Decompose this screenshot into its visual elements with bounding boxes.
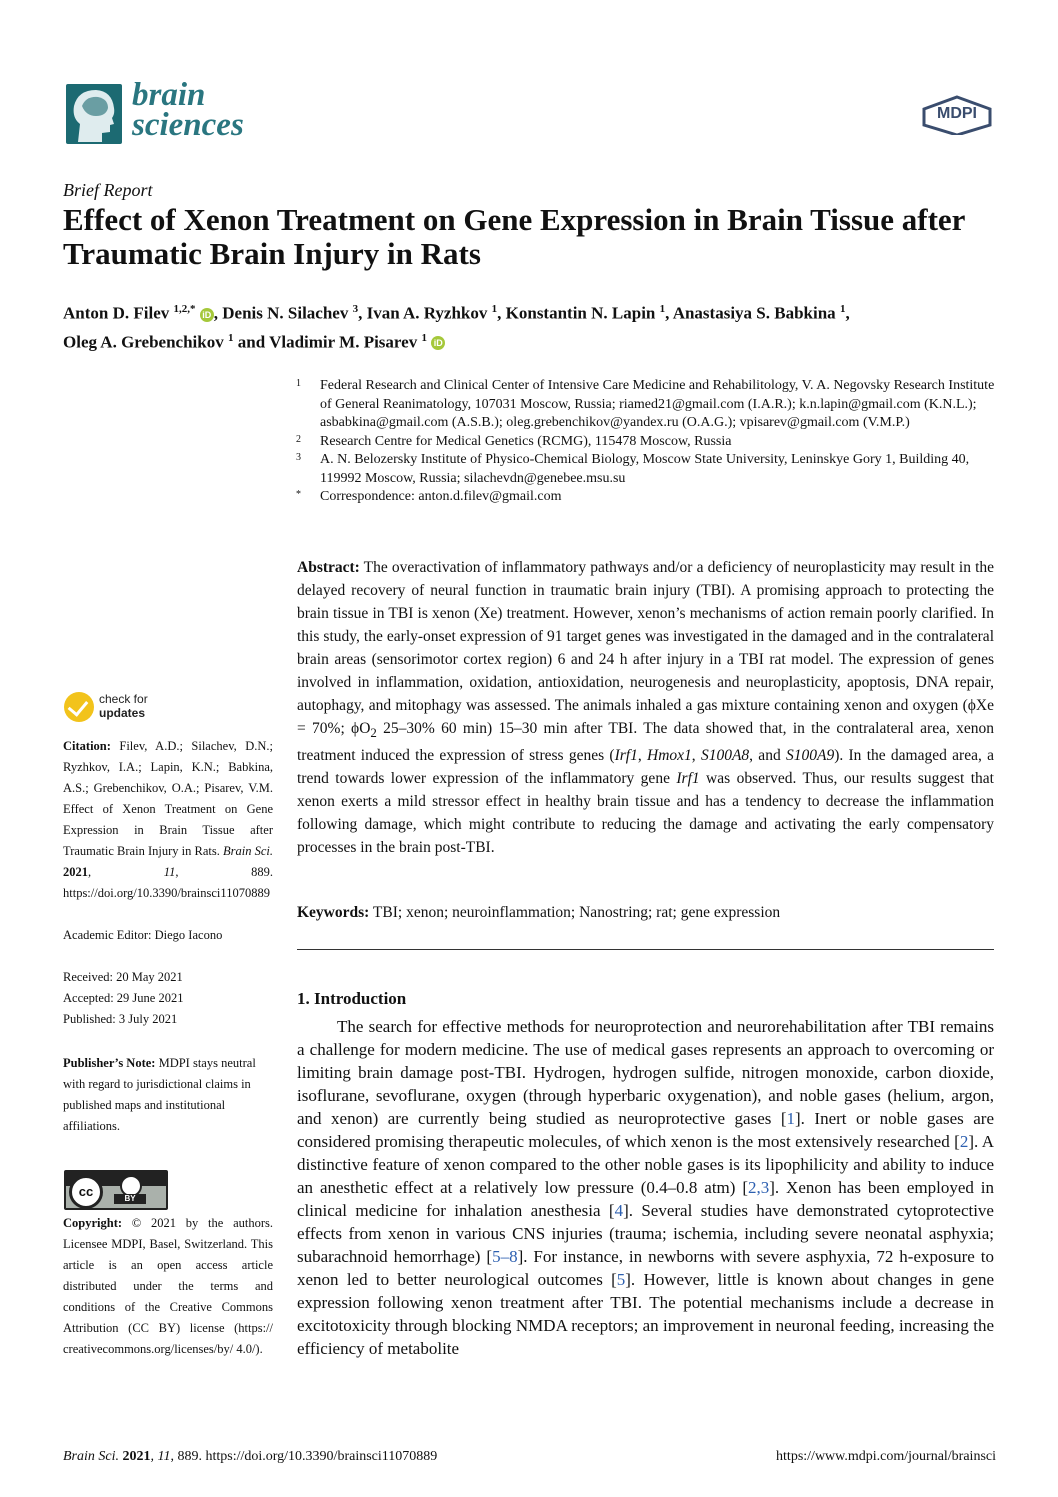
journal-name — [132, 77, 244, 143]
publishers-note: Publisher’s Note: MDPI stays neutral with regard to jurisdictional claims in published maps and institutional affiliations. — [63, 1056, 256, 1133]
cc-icon: cc — [69, 1175, 103, 1209]
affiliation-item: 2 Research Centre for Medical Genetics (RCMG), 115478 Moscow, Russia — [296, 433, 732, 449]
footer-citation: Brain Sci. 2021, 11, 889. https://doi.org/10.3390/brainsci11070889 — [63, 1449, 438, 1464]
keywords: Keywords: TBI; xenon; neuroinflammation; Nanostring; rat; gene expression — [297, 904, 781, 921]
citation-link[interactable]: 2 — [959, 1132, 969, 1151]
author-affil: 1 — [421, 331, 427, 344]
accepted-date: Accepted: 29 June 2021 — [63, 991, 184, 1005]
citation-block: Citation: Filev, A.D.; Silachev, D.N.; Ryzhkov, I.A.; Lapin, K.N.; Babkina, A.S.; Grebenchikov, O.A.; Pisarev, V.M. Effect of Xenon Treatment on Gene Expression in Brain Tissue after Traumatic Brain Injury in Rats. Brain Sci. 2021, 11, 889. https://doi.org/10.3390/brainsci11070889 — [63, 739, 274, 900]
author-affil: 1 — [227, 331, 234, 344]
affiliation-item: 1 Federal Research and Clinical Center of Intensive Care Medicine and Rehabilitology, V. A. Negovsky Research Institute of General Reanimatology, 107031 Moscow, Russia; riamed21@gmail.com (I.A.R.); k.n.lapin@gmail.com (K.N.L.); asbabkina@gmail.com (A.S.B.); oleg.grebenchikov@yandex.ru (O.A.G.); vpisarev@gmail.com (V.M.P.) — [296, 378, 995, 430]
author-list: Anton D. Filev $^{1,2,*}$ iD , Denis N. Silachev $^3$, Ivan A. Ryzhkov $^1$, Konstantin N. Lapin $^1$, Anastasiya S. Babkina $^1$, Oleg A. Grebenchikov $^1$ and Vladimir M. Pisarev $^1$ iD — [63, 303, 850, 352]
by-label: BY — [114, 1194, 146, 1204]
author-affil: 1 — [839, 303, 846, 315]
abstract: Abstract: The overactivation of inflammatory pathways and/or a deficiency of neuroplasticity may result in the delayed recovery of neural function in traumatic brain injury (TBI). A promising approach to protecting the brain tissue in TBI is xenon (Xe) treatment. However, xenon’s mechanisms of action remain poorly clarified. In this study, the early-onset expression of 91 target genes was investigated in the damaged and in the contralateral brain areas (sensorimotor cortex region) 6 and 24 h after injury in a TBI rat model. The expression of genes involved in inflammation, oxidation, antioxidation, neurogenesis and neuroplasticity, apoptosis, DNA repair, autophagy, and mitophagy was assessed. The animals inhaled a gas mixture containing xenon and oxygen (ϕXe = 70%; $\phi O_2$ 25–30% 60 min) 15–30 min after TBI. The data showed that, in the contralateral area, xenon treatment induced the expression of stress genes (Irf1, Hmox1, S100A8, and S100A9). In the damaged area, a trend towards lower expression of the inflammatory gene Irf1 was observed. Thus, our results suggest that xenon exerts a mild stressor effect in healthy brain tissue and has a tendency to decrease the inflammation following damage, which might contribute to reducing the damage and activating the early compensatory processes in the brain post-TBI. — [297, 559, 995, 857]
affiliation-item: 3 A. N. Belozersky Institute of Physico-Chemical Biology, Moscow State University, Leninskye Gory 1, Building 40, 119992 Moscow, Russia; silachevdn@genebee.msu.su — [296, 452, 970, 486]
article-title: Effect of Xenon Treatment on Gene Expression in Brain Tissue after Traumatic Brain Injury in Rats — [63, 202, 965, 271]
author-name[interactable]: Denis N. Silachev — [222, 303, 349, 323]
keywords-label: Keywords: — [297, 904, 370, 921]
cc-by-license-icon[interactable] — [64, 1170, 168, 1210]
footer-doi-link[interactable]: , 889. https://doi.org/10.3390/brainsci11070889 — [170, 1449, 438, 1464]
section-heading-introduction: 1. Introduction — [297, 989, 407, 1008]
author-affil: 1 — [491, 303, 498, 315]
published-date: Published: 3 July 2021 — [63, 1012, 178, 1026]
orcid-icon[interactable]: iD — [200, 308, 214, 322]
publisher-name: MDPI — [937, 105, 977, 122]
author-name[interactable]: Anton D. Filev — [63, 303, 170, 323]
introduction-paragraph: The search for effective methods for neuroprotection and neurorehabilitation after TBI remains a challenge for modern medicine. The use of medical gases represents an approach to overcoming or limiting brain damage post-TBI. Hydrogen, hydrogen sulfide, nitrogen monoxide, carbon dioxide, isoflurane, sevoflurane, oxygen (through hyperbaric oxygenation), and noble gases (helium, argon, and xenon) are currently being studied as neuroprotective gases [1]. Inert or noble gases are considered promising therapeutic molecules, of which xenon is the most extensively researched [2]. A distinctive feature of xenon compared to the other noble gases is its lipophilicity and ability to induce an anesthetic effect at a relatively low pressure (0.4–0.8 atm) [2,3]. Xenon has been employed in clinical medicine for inhalation anesthesia [4]. Several studies have demonstrated cytoprotective effects from xenon in various CNS injuries (trauma; ischemia, including severe neonatal asphyxia; subarachnoid hemorrhage) [5–8]. For instance, in newborns with severe asphyxia, 72 h-exposure to xenon led to better neurological outcomes [5]. However, little is known about changes in gene expression following xenon treatment after TBI. The potential mechanisms include a decrease in excitotoxicity through blocking NMDA receptors; an improvement in neuronal feeding, increasing the efficiency of metabolite — [297, 1017, 995, 1358]
copyright-block: Copyright: © 2021 by the authors. Licensee MDPI, Basel, Switzerland. This article is an open access article distributed under the terms and conditions of the Creative Commons Attribution (CC BY) license (https:// creativecommons.org/licenses/by/ 4.0/). — [63, 1216, 273, 1356]
affiliations — [296, 377, 996, 507]
orcid-icon[interactable]: iD — [431, 336, 445, 350]
author-affil: 1,2,* — [173, 303, 196, 315]
journal-name-line1: brain — [132, 77, 206, 113]
citation-link[interactable]: 5 — [616, 1270, 626, 1289]
author-name[interactable]: Ivan A. Ryzhkov — [366, 303, 488, 323]
author-name[interactable]: Vladimir M. Pisarev — [269, 332, 418, 352]
section-divider — [297, 949, 994, 950]
affiliation-item: * Correspondence: anton.d.filev@gmail.com — [296, 489, 562, 504]
citation-link[interactable]: 4 — [614, 1201, 624, 1220]
journal-name-line2: sciences — [132, 107, 244, 143]
footer-journal-url[interactable]: https://www.mdpi.com/journal/brainsci — [776, 1449, 996, 1464]
received-date: Received: 20 May 2021 — [63, 970, 183, 984]
citation-link[interactable]: 2,3 — [748, 1178, 770, 1197]
mdpi-logo — [920, 95, 994, 135]
article-type: Brief Report — [63, 180, 153, 200]
author-name[interactable]: Konstantin N. Lapin — [505, 303, 656, 323]
citation-link[interactable]: 1 — [786, 1109, 796, 1128]
author-name[interactable]: Anastasiya S. Babkina — [672, 303, 836, 323]
citation-link[interactable]: 5–8 — [492, 1247, 518, 1266]
check-for-updates-link[interactable]: check for updates — [99, 692, 148, 720]
author-affil: 3 — [352, 303, 359, 315]
citation-doi-link[interactable]: , 889. https://doi.org/10.3390/brainsci11070889 — [63, 865, 274, 900]
academic-editor: Academic Editor: Diego Iacono — [63, 928, 223, 942]
author-affil: 1 — [659, 303, 666, 315]
journal-logo-icon — [66, 84, 122, 144]
author-name[interactable]: Oleg A. Grebenchikov — [63, 332, 224, 352]
abstract-label: Abstract: — [297, 559, 360, 576]
